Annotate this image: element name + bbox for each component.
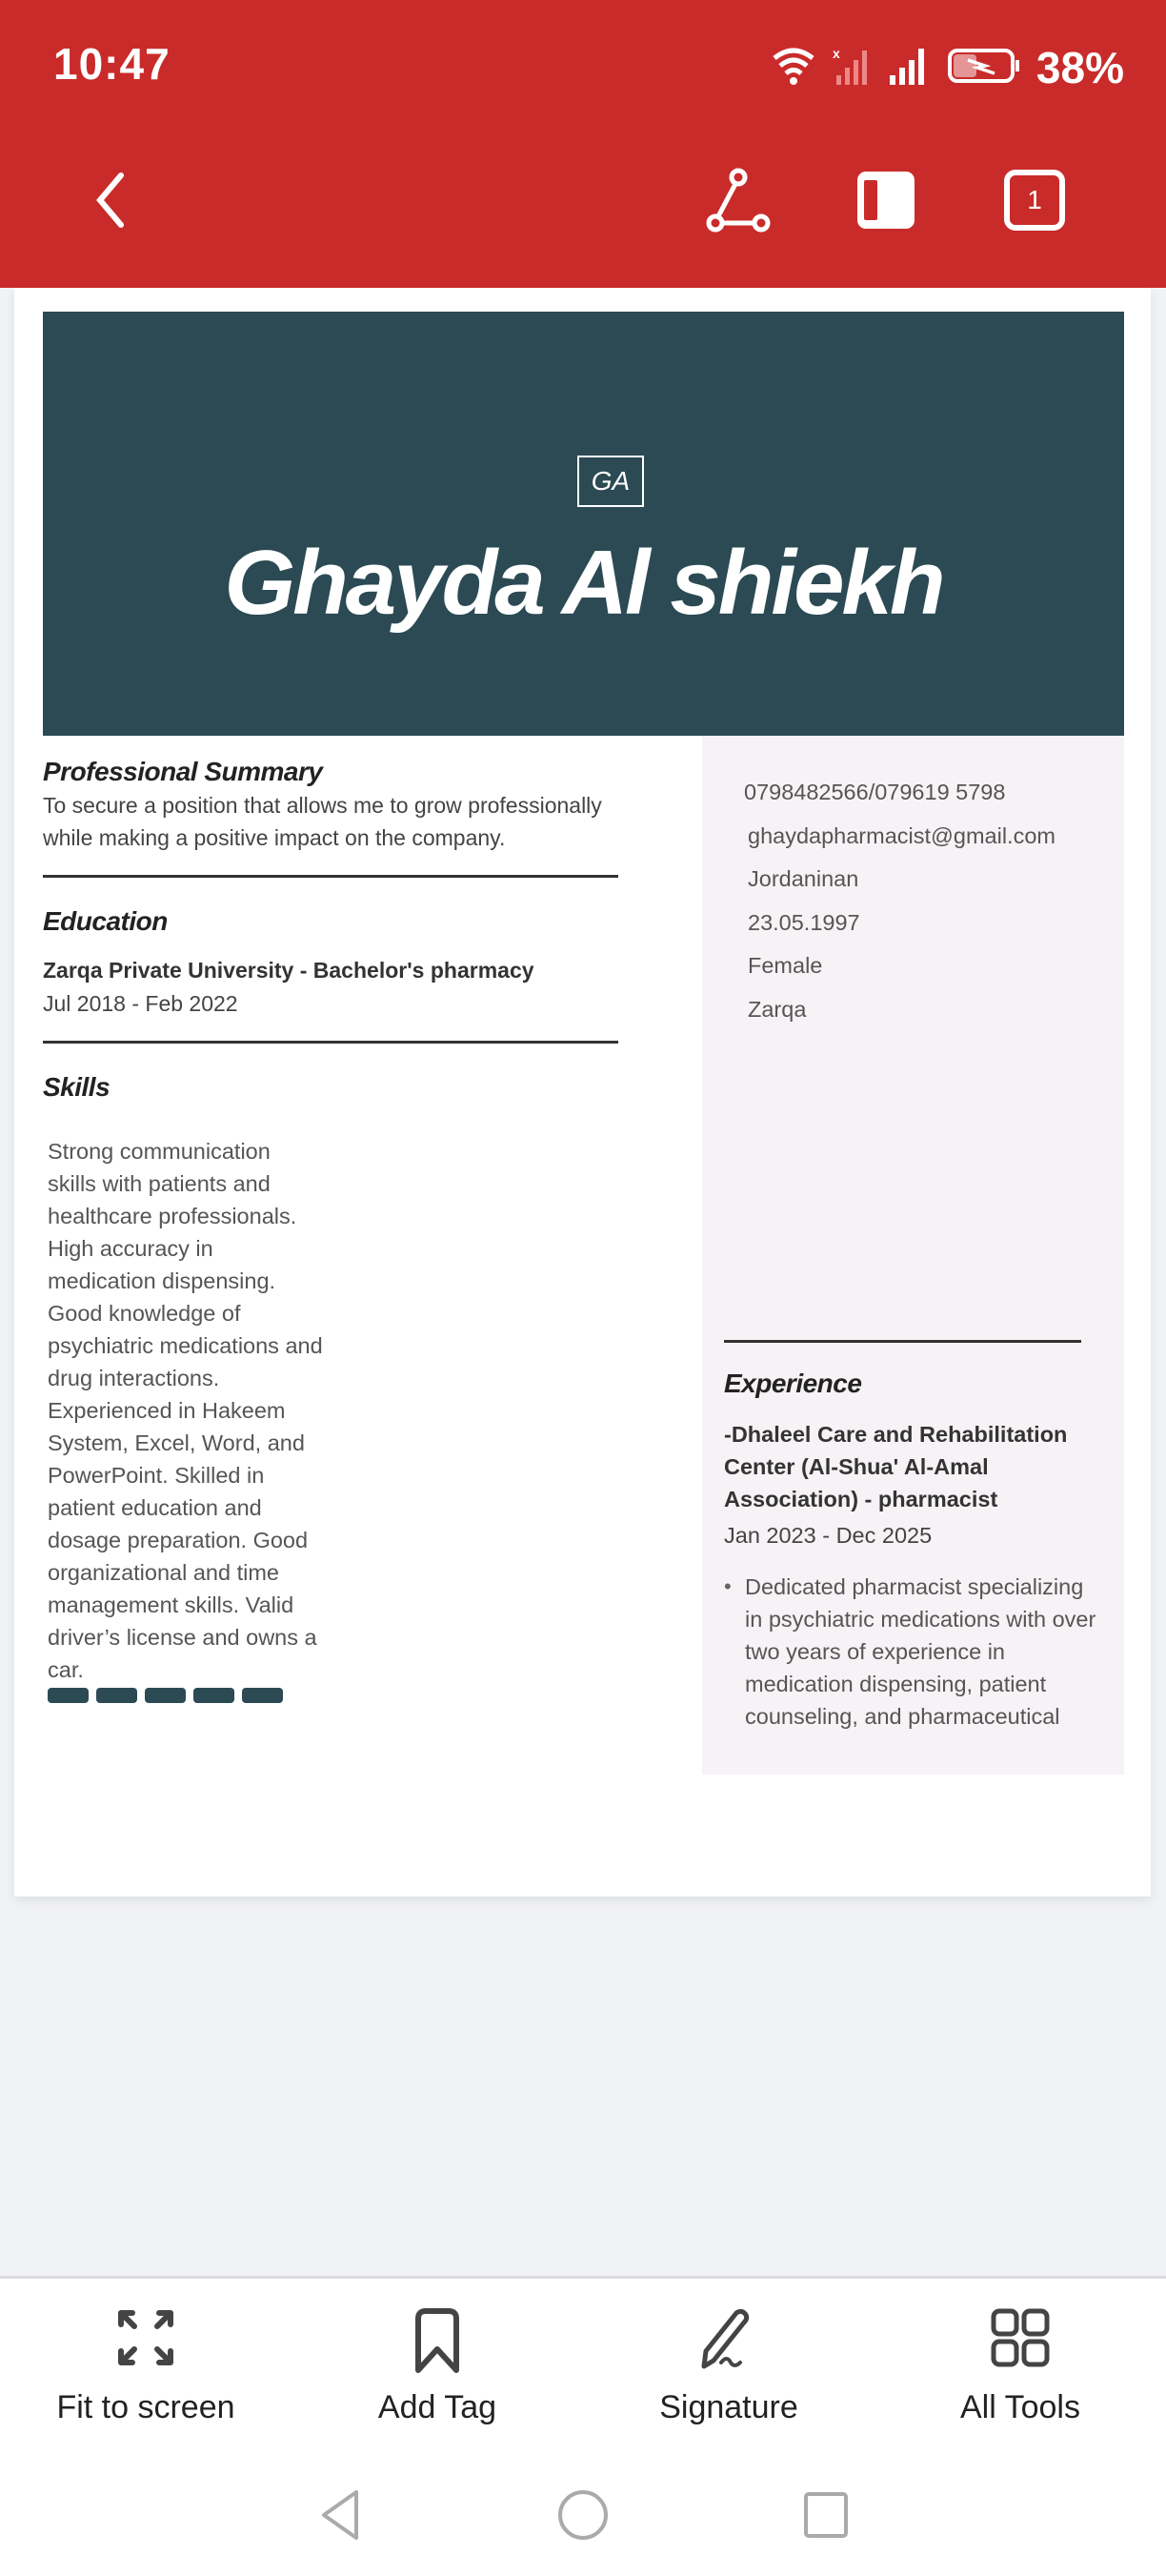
nav-home-button[interactable] xyxy=(554,2486,612,2544)
svg-text:x: x xyxy=(832,45,840,61)
contact-list xyxy=(744,780,1055,1040)
education-dates: Jul 2018 - Feb 2022 xyxy=(43,991,238,1016)
experience-title: Experience xyxy=(724,1369,862,1398)
contact-email: ghaydapharmacist@gmail.com xyxy=(748,822,1055,848)
share-button[interactable] xyxy=(700,162,776,238)
contact-birthdate: 23.05.1997 xyxy=(748,909,860,935)
cell-signal-icon xyxy=(886,45,934,91)
skill-level-bar xyxy=(193,1688,234,1703)
summary-title: Professional Summary xyxy=(43,757,323,786)
contact-nationality: Jordaninan xyxy=(748,866,859,891)
app-top-bar xyxy=(0,0,1166,288)
resume-name: Ghayda Al shiekh xyxy=(224,532,943,634)
experience-company: -Dhaleel Care and Rehabilitation Center (Al-Shua' Al-Amal Association) - pharmacist xyxy=(724,1422,1068,1511)
fit-to-screen-icon xyxy=(115,2307,176,2368)
battery-charging-icon xyxy=(947,45,1023,91)
resume-left-column xyxy=(43,736,632,1703)
view-mode-button[interactable] xyxy=(848,162,924,238)
skills-text: Strong communication skills with patients and healthcare professionals. High accuracy in medication dispensing. Good knowledge of psychiatric medications and drug interactions. Experienced in Hakeem System, Excel, Word, and PowerPoint. Skilled in patient education and dosage preparation. Good organizational and time management skills. Valid driver’s license and owns a car. xyxy=(48,1139,323,1682)
skill-level-bar xyxy=(242,1688,283,1703)
contact-gender: Female xyxy=(748,953,823,978)
grid-icon xyxy=(990,2307,1051,2368)
education-entry: Zarqa Private University - Bachelor's pharmacy xyxy=(43,958,534,983)
initials-badge: GA xyxy=(577,456,644,507)
document-page[interactable] xyxy=(14,288,1151,1897)
page-count: 1 xyxy=(1027,185,1042,214)
resume-header xyxy=(43,312,1124,736)
page-count-button[interactable] xyxy=(996,162,1073,238)
resume-sidebar xyxy=(702,736,1124,1775)
share-nodes-icon xyxy=(704,166,773,234)
bookmark-icon xyxy=(407,2307,468,2376)
status-time: 10:47 xyxy=(53,39,171,89)
tool-label: All Tools xyxy=(960,2389,1080,2425)
tool-label: Add Tag xyxy=(377,2389,497,2425)
summary-text: To secure a position that allows me to grow professionally while making a positive impact on the company. xyxy=(43,793,602,850)
experience-dates: Jan 2023 - Dec 2025 xyxy=(724,1523,933,1548)
battery-percent: 38% xyxy=(1035,43,1124,92)
chevron-left-icon xyxy=(90,170,129,231)
fit-to-screen-button[interactable] xyxy=(0,2307,292,2426)
single-page-view-icon xyxy=(854,169,917,232)
no-signal-icon xyxy=(831,45,873,91)
nav-recents-button[interactable] xyxy=(797,2486,854,2544)
tool-label: Signature xyxy=(659,2389,798,2425)
tool-label: Fit to screen xyxy=(56,2389,235,2425)
contact-city: Zarqa xyxy=(748,996,807,1022)
divider xyxy=(43,875,618,878)
education-title: Education xyxy=(43,906,168,936)
bottom-toolbar xyxy=(0,2276,1166,2576)
skill-level-bars xyxy=(48,1688,632,1703)
back-button[interactable] xyxy=(71,162,148,238)
home-circle-icon xyxy=(556,2488,610,2542)
all-tools-button[interactable] xyxy=(874,2307,1166,2426)
back-triangle-icon xyxy=(318,2488,364,2542)
contact-phone: 0798482566/079619 5798 xyxy=(744,780,1006,804)
experience-bullet-text: Dedicated pharmacist specializing in psychiatric medications with over two years of experience in medication dispensing, patient counseling, and pharmaceutical xyxy=(745,1574,1096,1729)
experience-bullet xyxy=(724,1571,1105,1733)
signature-button[interactable] xyxy=(583,2307,874,2426)
skill-level-bar xyxy=(96,1688,137,1703)
divider xyxy=(43,1041,618,1044)
skill-level-bar xyxy=(145,1688,186,1703)
signature-pen-icon xyxy=(694,2307,763,2372)
skill-level-bar xyxy=(48,1688,89,1703)
nav-back-button[interactable] xyxy=(312,2486,370,2544)
experience-section xyxy=(724,1369,1105,1733)
skills-title: Skills xyxy=(43,1072,111,1102)
add-tag-button[interactable] xyxy=(292,2307,583,2426)
recents-square-icon xyxy=(802,2490,850,2540)
wifi-icon xyxy=(770,45,817,91)
divider xyxy=(724,1340,1081,1343)
status-icons xyxy=(770,42,1124,93)
bullet-dot: • xyxy=(724,1574,732,1598)
